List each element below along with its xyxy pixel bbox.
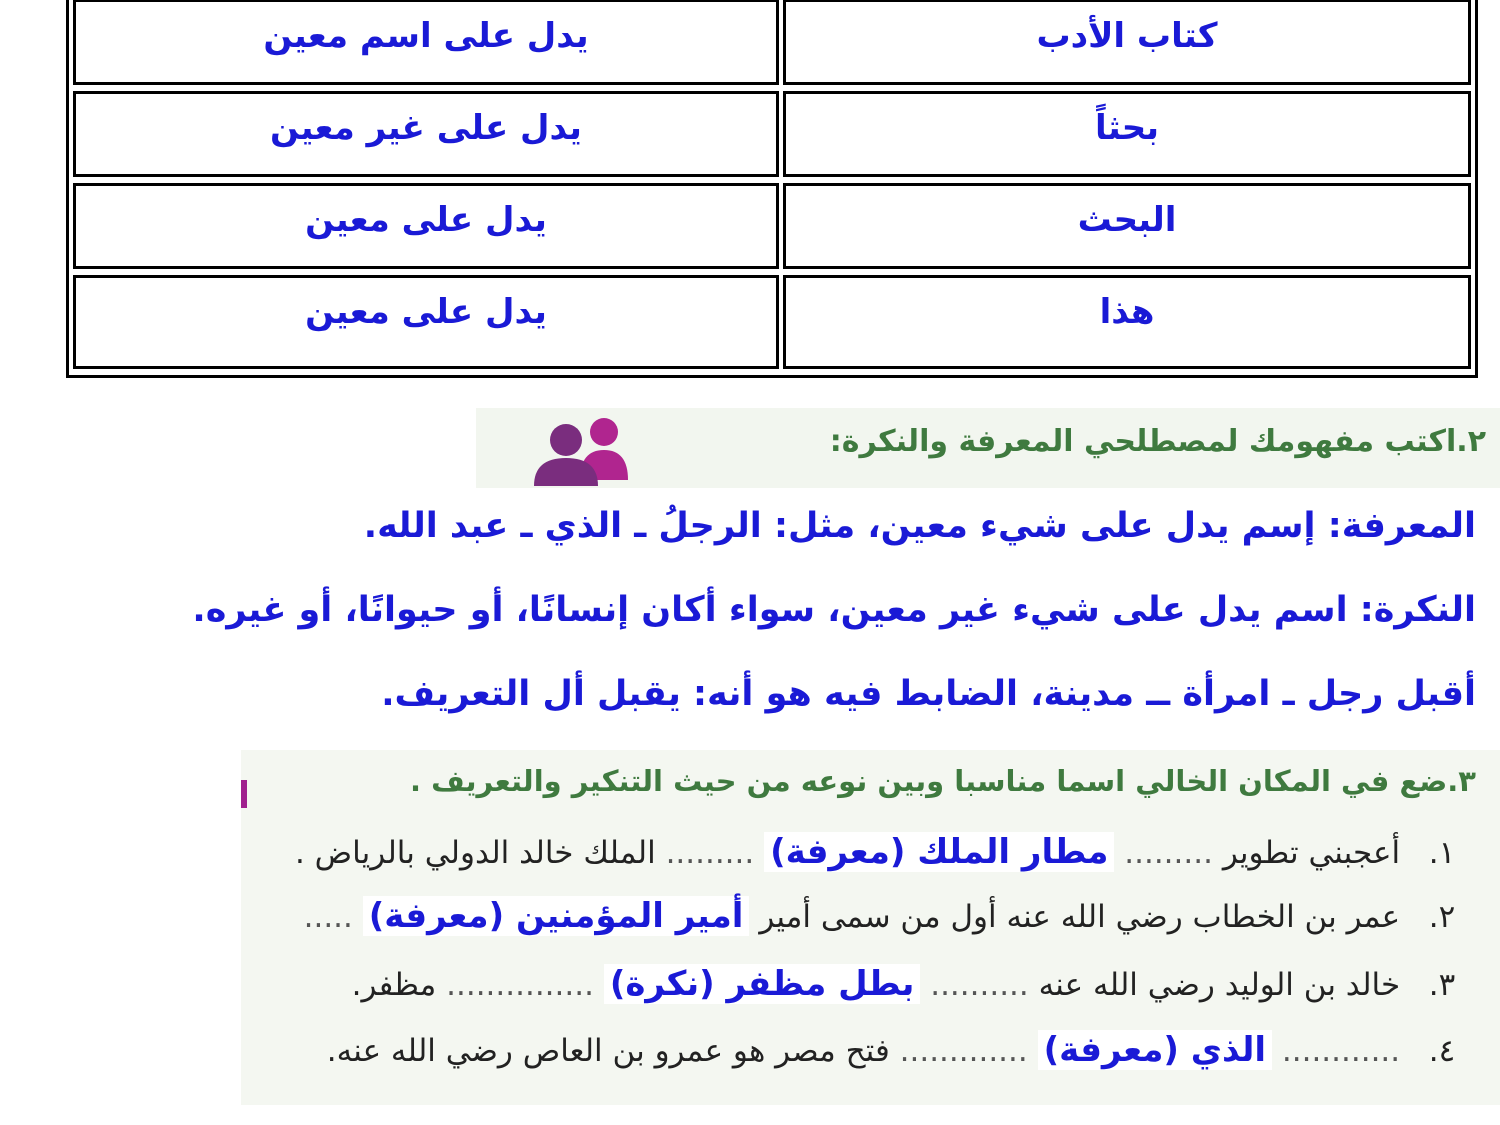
cell-word-text: بحثاً [1095, 108, 1159, 148]
item-text-after: مظفر. [351, 967, 437, 1003]
item-text-before: عمر بن الخطاب رضي الله عنه أول من سمى أمير [759, 899, 1401, 935]
blank-dots: ..... [303, 899, 353, 935]
answer-text: مطار الملك (معرفة) [764, 832, 1114, 872]
cell-meaning-text: يدل على غير معين [270, 108, 582, 148]
table-cell-meaning [73, 91, 779, 177]
item-text-after: الملك خالد الدولي بالرياض . [294, 835, 656, 871]
table-row [73, 0, 1471, 85]
question-3-panel [241, 750, 1500, 1105]
marefa-definition: المعرفة: إسم يدل على شيء معين، مثل: الرجلُ ـ الذي ـ عبد الله. [363, 506, 1476, 546]
blank-dots: .......... [930, 967, 1029, 1003]
users-icon [530, 414, 642, 492]
cell-word-text: البحث [1077, 200, 1177, 240]
answer-text: بطل مظفر (نكرة) [604, 964, 921, 1004]
exercise-item [352, 964, 1474, 1004]
table-cell-word [783, 0, 1471, 85]
table-cell-meaning [73, 183, 779, 269]
exercise-item [295, 832, 1474, 872]
item-number: ٢. [1428, 899, 1456, 935]
exercise-item [304, 896, 1474, 936]
nouns-table [66, 0, 1478, 378]
nakira-definition: النكرة: اسم يدل على شيء غير معين، سواء أكان إنسانًا، أو حيوانًا، أو غيره. [192, 590, 1476, 630]
nakira-example: أقبل رجل ـ امرأة ــ مدينة، الضابط فيه هو أنه: يقبل أل التعريف. [381, 674, 1476, 714]
item-number: ٤. [1428, 1033, 1456, 1069]
blank-dots: ......... [1124, 835, 1213, 871]
question-2-title: ٢.اكتب مفهومك لمصطلحي المعرفة والنكرة: [829, 424, 1486, 459]
blank-dots: ............ [1281, 1033, 1401, 1069]
item-text-before: خالد بن الوليد رضي الله عنه [1038, 967, 1401, 1003]
table-cell-word [783, 91, 1471, 177]
cell-meaning-text: يدل على معين [305, 200, 547, 240]
table-cell-word [783, 275, 1471, 369]
question-3-title: ٣.ضع في المكان الخالي اسما مناسبا وبين نوعه من حيث التنكير والتعريف . [410, 764, 1476, 798]
cell-meaning-text: يدل على معين [305, 292, 547, 332]
item-text-before: أعجبني تطوير [1222, 835, 1401, 871]
cell-word-text: هذا [1099, 292, 1155, 332]
exercise-item [327, 1030, 1474, 1070]
item-number: ١. [1428, 835, 1456, 871]
cell-word-text: كتاب الأدب [1036, 16, 1218, 56]
table-cell-meaning [73, 0, 779, 85]
table-cell-word [783, 183, 1471, 269]
blank-dots: ......... [665, 835, 755, 871]
table-row [73, 183, 1471, 269]
cell-meaning-text: يدل على اسم معين [263, 16, 589, 56]
item-text-after: فتح مصر هو عمرو بن العاص رضي الله عنه. [326, 1033, 890, 1069]
answer-text: الذي (معرفة) [1038, 1030, 1272, 1070]
table-row [73, 91, 1471, 177]
table-row [73, 275, 1471, 369]
item-number: ٣. [1428, 967, 1456, 1003]
blank-dots: ............. [899, 1033, 1028, 1069]
magenta-marker [241, 780, 247, 808]
table-cell-meaning [73, 275, 779, 369]
question-2-header [476, 408, 1500, 488]
blank-dots: ............... [446, 967, 594, 1003]
answer-text: أمير المؤمنين (معرفة) [363, 896, 750, 936]
